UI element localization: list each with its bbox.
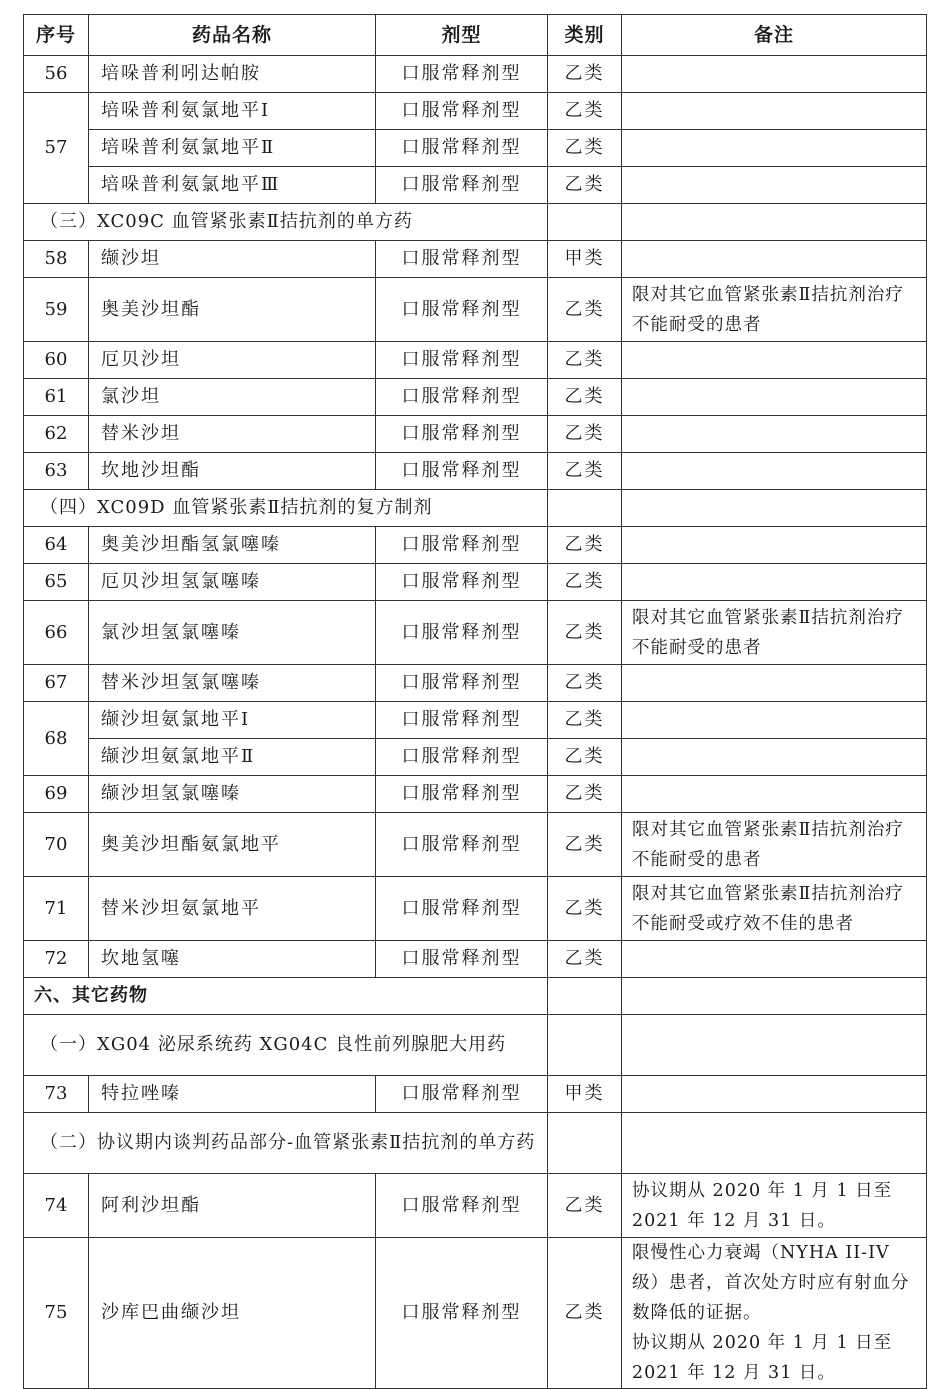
empty-cell [548, 1113, 622, 1174]
table-row [24, 877, 927, 941]
empty-cell [622, 1113, 927, 1174]
drug-list-table [23, 14, 927, 1389]
seq-cell: 66 [24, 601, 89, 665]
seq-cell: 62 [24, 416, 89, 453]
header-name: 药品名称 [89, 15, 376, 56]
dosage-form: 口服常释剂型 [376, 1174, 548, 1238]
empty-cell [622, 1015, 927, 1076]
drug-note [622, 564, 927, 601]
drug-name: 缬沙坦氨氯地平Ⅱ [89, 739, 376, 776]
seq-cell: 58 [24, 241, 89, 278]
drug-note [622, 665, 927, 702]
drug-category: 乙类 [548, 167, 622, 204]
section-row [24, 978, 927, 1015]
seq-cell: 64 [24, 527, 89, 564]
header-note: 备注 [622, 15, 927, 56]
drug-note [622, 416, 927, 453]
table-row [24, 941, 927, 978]
table-body [24, 56, 927, 1389]
drug-note [622, 702, 927, 739]
drug-name: 奥美沙坦酯氢氯噻嗪 [89, 527, 376, 564]
drug-category: 乙类 [548, 813, 622, 877]
drug-category: 乙类 [548, 739, 622, 776]
dosage-form: 口服常释剂型 [376, 93, 548, 130]
seq-cell: 57 [24, 93, 89, 204]
drug-note [622, 130, 927, 167]
drug-name: 替米沙坦氢氯噻嗪 [89, 665, 376, 702]
dosage-form: 口服常释剂型 [376, 453, 548, 490]
section-heading: （二）协议期内谈判药品部分-血管紧张素Ⅱ拮抗剂的单方药 [24, 1113, 548, 1174]
drug-name: 阿利沙坦酯 [89, 1174, 376, 1238]
table-row [24, 241, 927, 278]
table-row [24, 702, 927, 739]
seq-cell: 61 [24, 379, 89, 416]
seq-cell: 63 [24, 453, 89, 490]
drug-name: 坎地沙坦酯 [89, 453, 376, 490]
drug-note [622, 56, 927, 93]
header-row [24, 15, 927, 56]
section-heading: （一）XG04 泌尿系统药 XG04C 良性前列腺肥大用药 [24, 1015, 548, 1076]
seq-cell: 75 [24, 1238, 89, 1389]
table-row [24, 601, 927, 665]
drug-category: 乙类 [548, 278, 622, 342]
drug-name: 替米沙坦 [89, 416, 376, 453]
dosage-form: 口服常释剂型 [376, 564, 548, 601]
seq-cell: 71 [24, 877, 89, 941]
dosage-form: 口服常释剂型 [376, 776, 548, 813]
drug-note: 限慢性心力衰竭（NYHA II-IV 级）患者，首次处方时应有射血分数降低的证据。 协议期从 2020 年 1 月 1 日至 2021 年 12 月 31 日。 [622, 1238, 927, 1389]
seq-cell: 59 [24, 278, 89, 342]
drug-category: 乙类 [548, 941, 622, 978]
seq-cell: 73 [24, 1076, 89, 1113]
table-row [24, 813, 927, 877]
empty-cell [622, 204, 927, 241]
drug-category: 乙类 [548, 130, 622, 167]
drug-category: 乙类 [548, 527, 622, 564]
table-row [24, 167, 927, 204]
table-row [24, 278, 927, 342]
drug-category: 乙类 [548, 416, 622, 453]
dosage-form: 口服常释剂型 [376, 665, 548, 702]
drug-name: 培哚普利氨氯地平Ⅱ [89, 130, 376, 167]
seq-cell: 70 [24, 813, 89, 877]
section-heading: （四）XC09D 血管紧张素Ⅱ拮抗剂的复方制剂 [24, 490, 548, 527]
drug-category: 乙类 [548, 564, 622, 601]
dosage-form: 口服常释剂型 [376, 739, 548, 776]
drug-note [622, 379, 927, 416]
drug-category: 乙类 [548, 56, 622, 93]
drug-name: 厄贝沙坦 [89, 342, 376, 379]
dosage-form: 口服常释剂型 [376, 877, 548, 941]
dosage-form: 口服常释剂型 [376, 416, 548, 453]
empty-cell [548, 490, 622, 527]
dosage-form: 口服常释剂型 [376, 813, 548, 877]
drug-category: 乙类 [548, 1174, 622, 1238]
dosage-form: 口服常释剂型 [376, 130, 548, 167]
section-row [24, 204, 927, 241]
drug-category: 乙类 [548, 601, 622, 665]
drug-note: 限对其它血管紧张素Ⅱ拮抗剂治疗不能耐受的患者 [622, 601, 927, 665]
drug-note [622, 776, 927, 813]
empty-cell [548, 1015, 622, 1076]
table-row [24, 1238, 927, 1389]
empty-cell [622, 490, 927, 527]
empty-cell [622, 978, 927, 1015]
drug-name: 替米沙坦氨氯地平 [89, 877, 376, 941]
drug-category: 乙类 [548, 342, 622, 379]
section-row [24, 1015, 927, 1076]
table-row [24, 1174, 927, 1238]
table-row [24, 416, 927, 453]
drug-name: 厄贝沙坦氢氯噻嗪 [89, 564, 376, 601]
drug-category: 乙类 [548, 877, 622, 941]
drug-note [622, 241, 927, 278]
drug-note [622, 453, 927, 490]
dosage-form: 口服常释剂型 [376, 379, 548, 416]
empty-cell [548, 204, 622, 241]
drug-name: 培哚普利氨氯地平Ⅲ [89, 167, 376, 204]
dosage-form: 口服常释剂型 [376, 1238, 548, 1389]
drug-note [622, 167, 927, 204]
drug-category: 乙类 [548, 1238, 622, 1389]
drug-name: 氯沙坦氢氯噻嗪 [89, 601, 376, 665]
header-category: 类别 [548, 15, 622, 56]
drug-name: 氯沙坦 [89, 379, 376, 416]
drug-category: 乙类 [548, 665, 622, 702]
seq-cell: 67 [24, 665, 89, 702]
dosage-form: 口服常释剂型 [376, 56, 548, 93]
empty-cell [548, 978, 622, 1015]
dosage-form: 口服常释剂型 [376, 941, 548, 978]
dosage-form: 口服常释剂型 [376, 278, 548, 342]
table-row [24, 776, 927, 813]
dosage-form: 口服常释剂型 [376, 167, 548, 204]
section-heading: （三）XC09C 血管紧张素Ⅱ拮抗剂的单方药 [24, 204, 548, 241]
table-row [24, 130, 927, 167]
drug-note: 协议期从 2020 年 1 月 1 日至 2021 年 12 月 31 日。 [622, 1174, 927, 1238]
table-row [24, 379, 927, 416]
drug-name: 培哚普利氨氯地平Ⅰ [89, 93, 376, 130]
drug-note [622, 739, 927, 776]
section-row [24, 1113, 927, 1174]
table-row [24, 93, 927, 130]
seq-cell: 68 [24, 702, 89, 776]
table-row [24, 1076, 927, 1113]
drug-name: 沙库巴曲缬沙坦 [89, 1238, 376, 1389]
drug-category: 乙类 [548, 702, 622, 739]
drug-name: 特拉唑嗪 [89, 1076, 376, 1113]
section-row [24, 490, 927, 527]
drug-name: 缬沙坦 [89, 241, 376, 278]
drug-category: 乙类 [548, 93, 622, 130]
drug-name: 培哚普利吲达帕胺 [89, 56, 376, 93]
header-seq: 序号 [24, 15, 89, 56]
drug-name: 奥美沙坦酯氨氯地平 [89, 813, 376, 877]
header-form: 剂型 [376, 15, 548, 56]
drug-category: 乙类 [548, 379, 622, 416]
seq-cell: 72 [24, 941, 89, 978]
drug-note [622, 342, 927, 379]
drug-note [622, 1076, 927, 1113]
drug-name: 奥美沙坦酯 [89, 278, 376, 342]
seq-cell: 60 [24, 342, 89, 379]
table-row [24, 665, 927, 702]
table-row [24, 564, 927, 601]
drug-note [622, 93, 927, 130]
drug-note [622, 941, 927, 978]
drug-category: 乙类 [548, 776, 622, 813]
drug-note: 限对其它血管紧张素Ⅱ拮抗剂治疗不能耐受的患者 [622, 813, 927, 877]
table-row [24, 739, 927, 776]
drug-category: 甲类 [548, 241, 622, 278]
drug-name: 缬沙坦氢氯噻嗪 [89, 776, 376, 813]
table-row [24, 453, 927, 490]
seq-cell: 74 [24, 1174, 89, 1238]
dosage-form: 口服常释剂型 [376, 241, 548, 278]
table-row [24, 342, 927, 379]
drug-note: 限对其它血管紧张素Ⅱ拮抗剂治疗不能耐受的患者 [622, 278, 927, 342]
dosage-form: 口服常释剂型 [376, 601, 548, 665]
drug-name: 缬沙坦氨氯地平Ⅰ [89, 702, 376, 739]
seq-cell: 65 [24, 564, 89, 601]
drug-category: 甲类 [548, 1076, 622, 1113]
dosage-form: 口服常释剂型 [376, 702, 548, 739]
drug-category: 乙类 [548, 453, 622, 490]
table-row [24, 527, 927, 564]
dosage-form: 口服常释剂型 [376, 1076, 548, 1113]
drug-note [622, 527, 927, 564]
dosage-form: 口服常释剂型 [376, 527, 548, 564]
category-heading: 六、其它药物 [24, 978, 548, 1015]
dosage-form: 口服常释剂型 [376, 342, 548, 379]
drug-note: 限对其它血管紧张素Ⅱ拮抗剂治疗不能耐受或疗效不佳的患者 [622, 877, 927, 941]
seq-cell: 69 [24, 776, 89, 813]
drug-name: 坎地氢噻 [89, 941, 376, 978]
table-row [24, 56, 927, 93]
seq-cell: 56 [24, 56, 89, 93]
